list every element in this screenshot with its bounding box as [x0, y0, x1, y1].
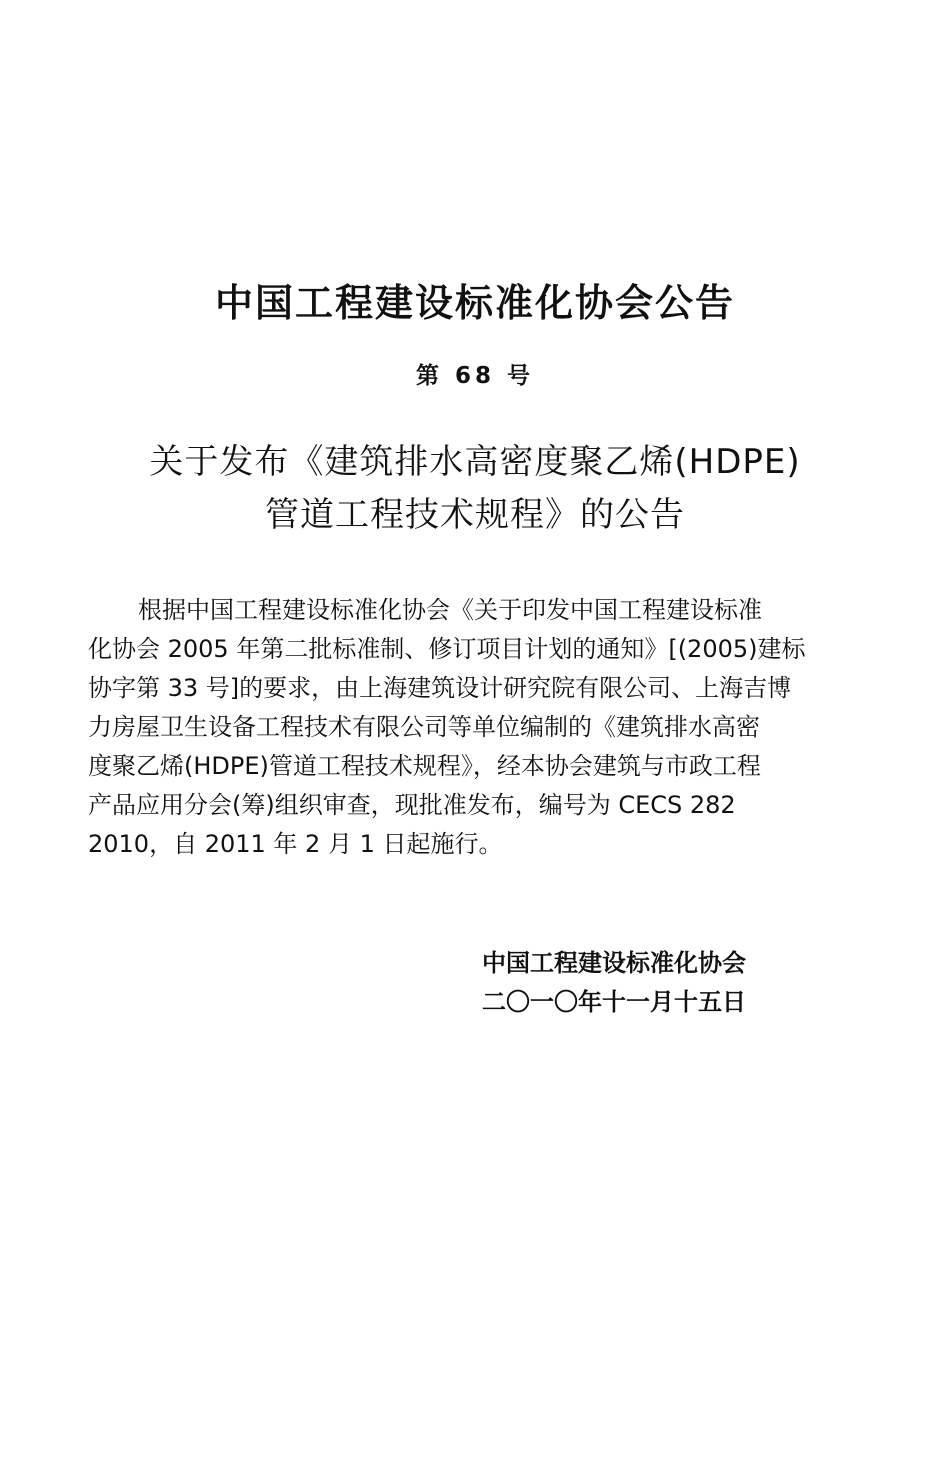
organization-title: 中国工程建设标准化协会公告 — [214, 281, 735, 325]
body-line-4: 力房屋卫生设备工程技术有限公司等单位编制的《建筑排水高密 — [88, 713, 760, 741]
notice-subject — [0, 436, 950, 542]
notice-body — [88, 591, 830, 864]
signature-date: 二〇一〇年十一月十五日 — [482, 988, 746, 1016]
notice-number: 第 68 号 — [415, 363, 535, 389]
signature-organization: 中国工程建设标准化协会 — [482, 949, 746, 977]
body-line-1: 根据中国工程建设标准化协会《关于印发中国工程建设标准 — [138, 596, 762, 624]
body-line-3: 协字第 33 号]的要求，由上海建筑设计研究院有限公司、上海吉博 — [88, 674, 792, 702]
subject-line-2: 管道工程技术规程》的公告 — [265, 495, 685, 535]
body-line-2: 化协会 2005 年第二批标准制、修订项目计划的通知》[(2005)建标 — [88, 635, 806, 663]
signature-block — [482, 944, 746, 1022]
body-line-5: 度聚乙烯(HDPE)管道工程技术规程》，经本协会建筑与市政工程 — [88, 752, 761, 780]
body-line-6: 产品应用分会(筹)组织审查，现批准发布，编号为 CECS 282 — [88, 791, 736, 819]
body-line-7: 2010，自 2011 年 2 月 1 日起施行。 — [88, 830, 503, 858]
subject-line-1: 关于发布《建筑排水高密度聚乙烯(HDPE) — [149, 442, 801, 482]
